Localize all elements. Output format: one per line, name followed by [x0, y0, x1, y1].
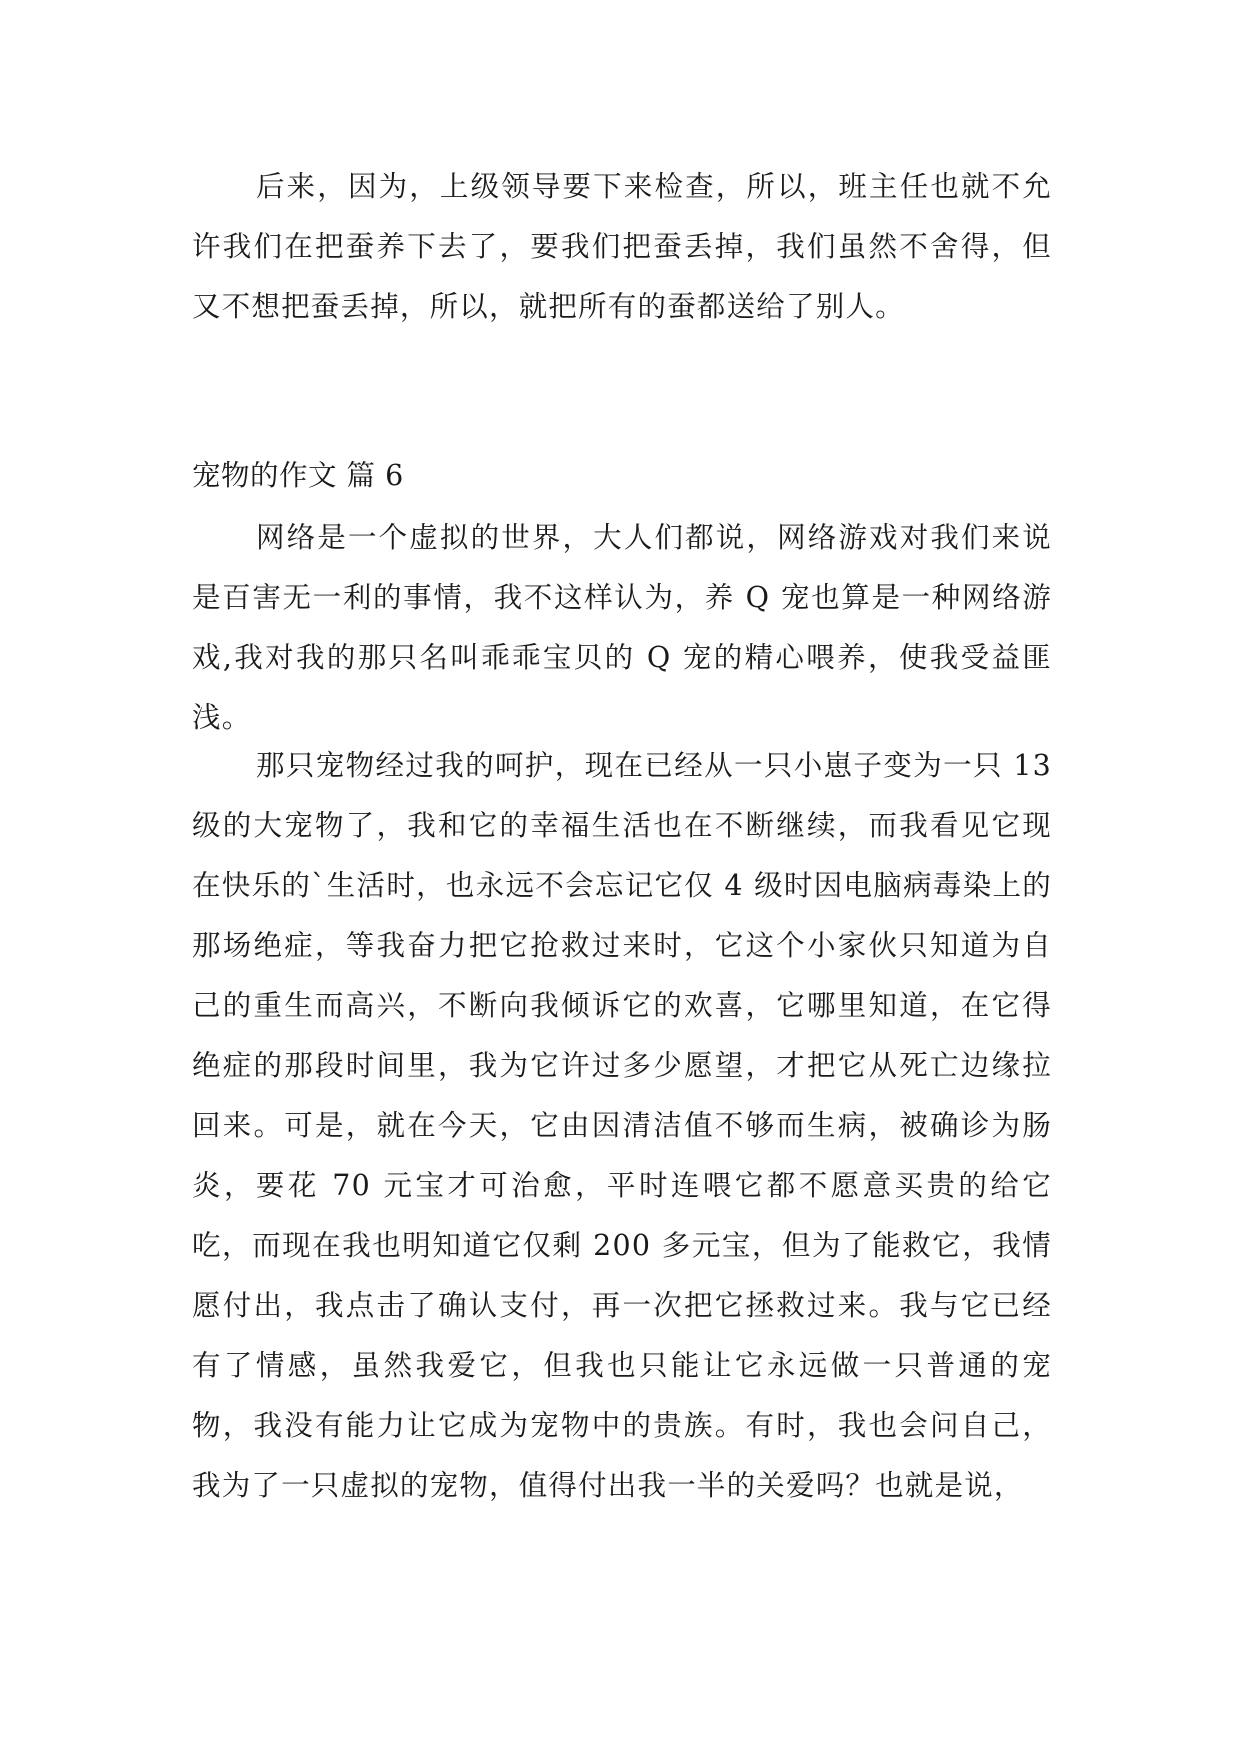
paragraph-previous-essay-ending: 后来，因为，上级领导要下来检查，所以，班主任也就不允许我们在把蚕养下去了，要我们把蚕丢掉，我们虽然不舍得，但又不想把蚕丢掉，所以，就把所有的蚕都送给了别人。 [192, 170, 1052, 323]
essay-heading: 宠物的作文 篇 6 [192, 459, 404, 492]
paragraph-2: 那只宠物经过我的呵护，现在已经从一只小崽子变为一只 13 级的大宠物了，我和它的幸福生活也在不断继续，而我看见它现在快乐的`生活时，也永远不会忘记它仅 4 级时因电脑病毒染上的那场绝症，等我奋力把它抢救过来时，它这个小家伙只知道为自己的重生而高兴，不断向我倾诉它的欢喜，它哪里知道，在它得绝症的那段时间里，我为它许过多少愿望，才把它从死亡边缘拉回来。可是，就在今天，它由因清洁值不够而生病，被确诊为肠炎，要花 70 元宝才可治愈，平时连喂它都不愿意买贵的给它吃，而现在我也明知道它仅剩 200 多元宝，但为了能救它，我情愿付出，我点击了确认支付，再一次把它拯救过来。我与它已经有了情感，虽然我爱它，但我也只能让它永远做一只普通的宠物，我没有能力让它成为宠物中的贵族。有时，我也会问自己，我为了一只虚拟的宠物，值得付出我一半的关爱吗？也就是说， [192, 749, 1052, 1502]
paragraph-1: 网络是一个虚拟的世界，大人们都说，网络游戏对我们来说是百害无一利的事情，我不这样认为，养 Q 宠也算是一种网络游戏,我对我的那只名叫乖乖宝贝的 Q 宠的精心喂养，使我受益匪浅。 [192, 521, 1052, 734]
